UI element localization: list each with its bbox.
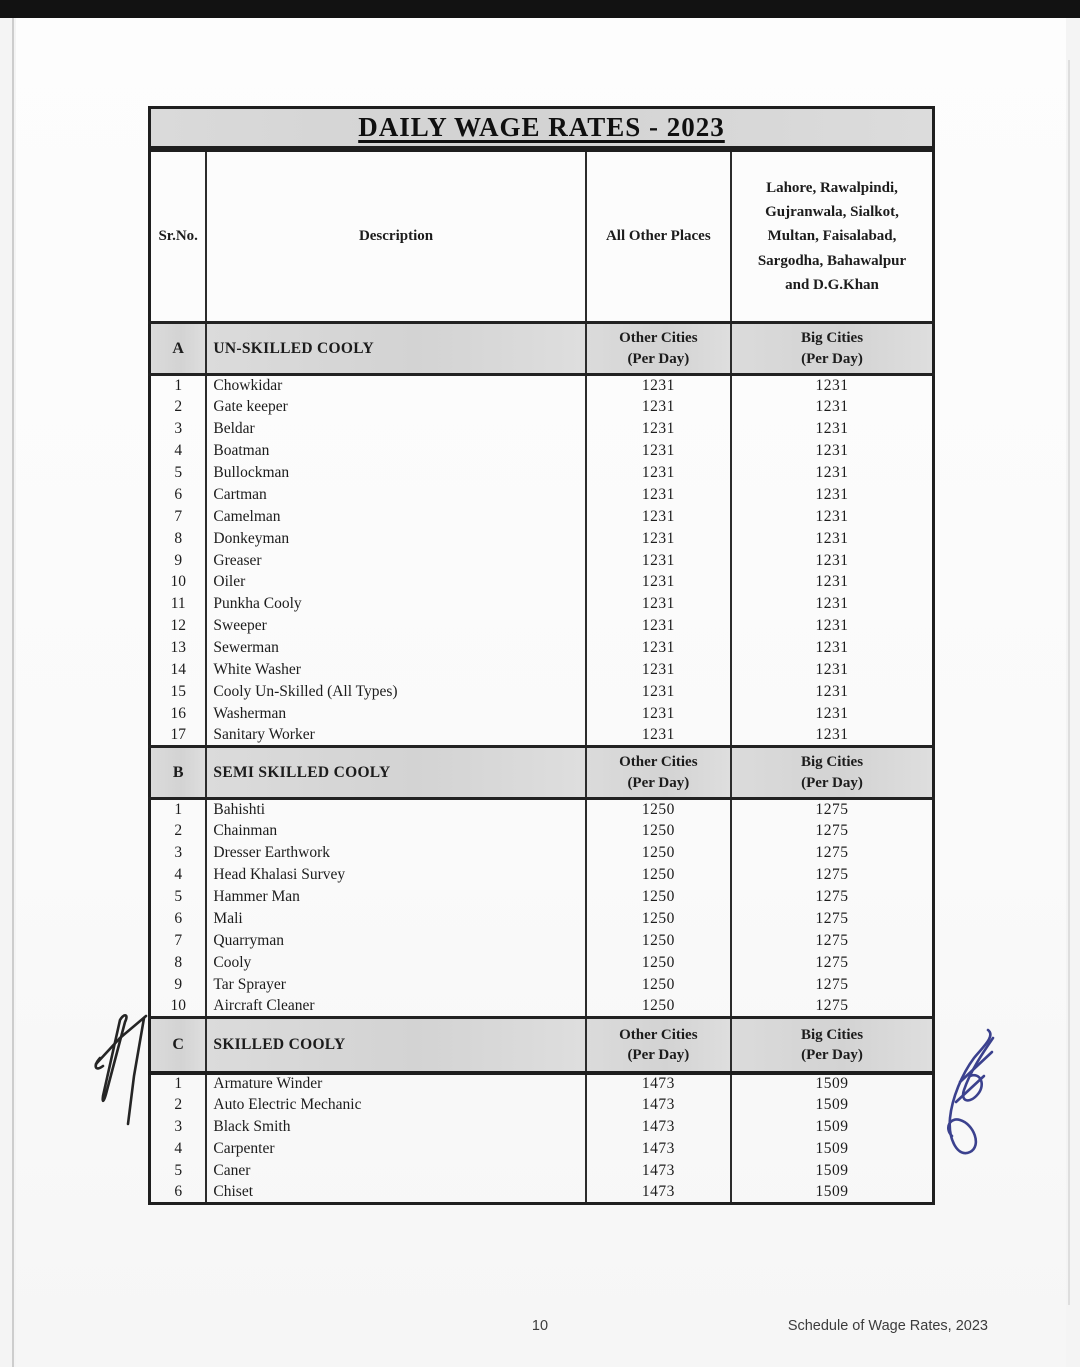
row-other: 1231	[586, 440, 731, 462]
table-row	[150, 996, 934, 1018]
document-title-bar	[148, 106, 935, 149]
section-b-rows	[150, 799, 934, 1018]
row-big: 1509	[731, 1138, 933, 1160]
table-row	[150, 506, 934, 528]
row-no: 3	[174, 1118, 183, 1136]
row-other: 1473	[586, 1094, 731, 1116]
row-big: 1231	[731, 703, 933, 725]
table-row	[150, 864, 934, 886]
row-description: Cooly Un-Skilled (All Types)	[206, 681, 585, 703]
row-other: 1231	[586, 462, 731, 484]
table-row	[150, 1073, 934, 1095]
row-other: 1250	[586, 821, 731, 843]
col-subheader-big	[731, 747, 933, 799]
row-description: Sewerman	[206, 637, 585, 659]
row-no: 10	[170, 996, 186, 1014]
table-row	[150, 703, 934, 725]
row-big: 1231	[731, 572, 933, 594]
row-description: Chainman	[206, 821, 585, 843]
row-no: 1	[174, 801, 183, 819]
table-row	[150, 550, 934, 572]
header-description: Description	[206, 151, 585, 323]
section-a-rows	[150, 375, 934, 747]
row-no: 3	[174, 844, 183, 862]
row-no: 1	[174, 377, 183, 395]
row-big: 1231	[731, 681, 933, 703]
row-other: 1231	[586, 506, 731, 528]
row-big: 1231	[731, 593, 933, 615]
subheader-line: Big Cities	[800, 754, 864, 771]
header-big-cities-region: Lahore, Rawalpindi, Gujranwala, Sialkot, Multan, Faisalabad, Sargodha, Bahawalpur and D.G.Khan	[731, 151, 933, 323]
pen-tally-mark-icon	[90, 1006, 166, 1138]
subheader-line: (Per Day)	[627, 1046, 690, 1063]
table-row	[150, 1160, 934, 1182]
row-big: 1231	[731, 528, 933, 550]
row-description: Dresser Earthwork	[206, 842, 585, 864]
table-row	[150, 1182, 934, 1204]
table-row	[150, 799, 934, 821]
row-big: 1509	[731, 1073, 933, 1095]
table-row	[150, 418, 934, 440]
row-description: Cooly	[206, 952, 585, 974]
row-no: 13	[170, 639, 186, 657]
row-description: Greaser	[206, 550, 585, 572]
header-sr-no: Sr.No.	[150, 151, 207, 323]
row-other: 1231	[586, 659, 731, 681]
row-no: 9	[174, 551, 183, 569]
col-subheader-other	[586, 1018, 731, 1073]
table-row	[150, 974, 934, 996]
section-header-row-b	[150, 747, 934, 799]
subheader-line: Other Cities	[619, 330, 698, 347]
footer-right-text: Schedule of Wage Rates, 2023	[787, 1318, 988, 1334]
scan-top-edge	[0, 0, 1080, 18]
wage-table	[148, 149, 935, 1205]
row-description: Washerman	[206, 703, 585, 725]
row-other: 1473	[586, 1073, 731, 1095]
row-big: 1509	[731, 1160, 933, 1182]
row-other: 1250	[586, 974, 731, 996]
row-other: 1231	[586, 615, 731, 637]
col-subheader-other	[586, 747, 731, 799]
row-no: 5	[174, 1162, 183, 1180]
row-other: 1231	[586, 484, 731, 506]
row-big: 1275	[731, 799, 933, 821]
row-no: 12	[170, 617, 186, 635]
row-description: Beldar	[206, 418, 585, 440]
subheader-line: (Per Day)	[627, 774, 690, 791]
row-description: Aircraft Cleaner	[206, 996, 585, 1018]
section-c-rows	[150, 1073, 934, 1204]
row-other: 1231	[586, 418, 731, 440]
row-big: 1231	[731, 418, 933, 440]
table-header-row	[150, 151, 934, 323]
header-all-other-places: All Other Places	[586, 151, 731, 323]
subheader-line: (Per Day)	[801, 1046, 863, 1063]
table-row	[150, 615, 934, 637]
row-no: 6	[174, 485, 183, 503]
row-description: Armature Winder	[206, 1073, 585, 1095]
table-row	[150, 593, 934, 615]
section-header-row-c	[150, 1018, 934, 1073]
row-other: 1231	[586, 572, 731, 594]
row-no: 2	[174, 822, 183, 840]
row-description: Chowkidar	[206, 375, 585, 397]
table-row	[150, 952, 934, 974]
row-no: 14	[170, 661, 186, 679]
row-no: 17	[170, 725, 186, 743]
col-subheader-big	[731, 1018, 933, 1073]
row-other: 1231	[586, 703, 731, 725]
section-title: UN-SKILLED COOLY	[206, 323, 585, 375]
col-subheader-big	[731, 323, 933, 375]
row-big: 1231	[731, 550, 933, 572]
section-header-row-a	[150, 323, 934, 375]
row-other: 1231	[586, 681, 731, 703]
row-big: 1275	[731, 908, 933, 930]
section-title: SKILLED COOLY	[206, 1018, 585, 1073]
row-no: 11	[170, 595, 186, 613]
row-big: 1275	[731, 886, 933, 908]
row-description: Sanitary Worker	[206, 725, 585, 747]
row-no: 7	[174, 507, 183, 525]
row-no: 8	[174, 529, 183, 547]
row-description: Carpenter	[206, 1138, 585, 1160]
row-no: 3	[174, 420, 183, 438]
row-big: 1231	[731, 484, 933, 506]
row-big: 1275	[731, 864, 933, 886]
table-row	[150, 375, 934, 397]
row-big: 1231	[731, 725, 933, 747]
row-other: 1231	[586, 375, 731, 397]
row-description: Chiset	[206, 1182, 585, 1204]
subheader-line: Other Cities	[619, 754, 698, 771]
row-no: 1	[174, 1075, 183, 1093]
row-other: 1473	[586, 1116, 731, 1138]
table-row	[150, 1094, 934, 1116]
row-big: 1231	[731, 659, 933, 681]
row-big: 1231	[731, 637, 933, 659]
row-no: 16	[170, 704, 186, 722]
scan-right-edge	[1068, 60, 1070, 1305]
row-big: 1275	[731, 996, 933, 1018]
row-big: 1275	[731, 821, 933, 843]
row-description: Bullockman	[206, 462, 585, 484]
row-big: 1275	[731, 952, 933, 974]
table-row	[150, 725, 934, 747]
row-no: 15	[170, 682, 186, 700]
row-other: 1231	[586, 550, 731, 572]
row-no: 6	[174, 910, 183, 928]
section-letter: C	[150, 1018, 207, 1073]
row-big: 1275	[731, 974, 933, 996]
subheader-line: (Per Day)	[627, 350, 690, 367]
row-other: 1250	[586, 908, 731, 930]
table-row	[150, 821, 934, 843]
row-no: 2	[174, 398, 183, 416]
row-description: Donkeyman	[206, 528, 585, 550]
table-row	[150, 528, 934, 550]
subheader-line: Big Cities	[800, 330, 864, 347]
row-description: Black Smith	[206, 1116, 585, 1138]
row-other: 1231	[586, 725, 731, 747]
row-big: 1231	[731, 396, 933, 418]
row-other: 1473	[586, 1160, 731, 1182]
row-description: Auto Electric Mechanic	[206, 1094, 585, 1116]
row-big: 1231	[731, 375, 933, 397]
row-other: 1250	[586, 886, 731, 908]
subheader-line: Other Cities	[619, 1026, 698, 1043]
row-description: Head Khalasi Survey	[206, 864, 585, 886]
row-other: 1231	[586, 528, 731, 550]
row-description: Hammer Man	[206, 886, 585, 908]
subheader-line: (Per Day)	[801, 774, 863, 791]
section-letter: A	[150, 323, 207, 375]
row-big: 1509	[731, 1116, 933, 1138]
section-letter: B	[150, 747, 207, 799]
row-description: Punkha Cooly	[206, 593, 585, 615]
subheader-line: (Per Day)	[801, 350, 863, 367]
row-big: 1275	[731, 930, 933, 952]
row-description: Quarryman	[206, 930, 585, 952]
row-no: 4	[174, 442, 183, 460]
row-other: 1250	[586, 952, 731, 974]
table-row	[150, 1116, 934, 1138]
row-no: 7	[174, 931, 183, 949]
row-big: 1509	[731, 1182, 933, 1204]
row-other: 1231	[586, 593, 731, 615]
row-no: 10	[170, 573, 186, 591]
row-no: 6	[174, 1183, 183, 1201]
row-no: 8	[174, 953, 183, 971]
scan-left-edge	[12, 18, 14, 1367]
row-no: 4	[174, 1140, 183, 1158]
row-other: 1231	[586, 396, 731, 418]
row-no: 5	[174, 888, 183, 906]
row-big: 1275	[731, 842, 933, 864]
table-row	[150, 930, 934, 952]
row-big: 1231	[731, 506, 933, 528]
row-big: 1231	[731, 615, 933, 637]
row-description: Mali	[206, 908, 585, 930]
row-no: 5	[174, 464, 183, 481]
table-row	[150, 842, 934, 864]
row-description: Boatman	[206, 440, 585, 462]
table-row	[150, 908, 934, 930]
row-no: 2	[174, 1096, 183, 1114]
row-description: Sweeper	[206, 615, 585, 637]
row-other: 1473	[586, 1182, 731, 1204]
blue-ink-signature-icon	[930, 1024, 1016, 1174]
row-other: 1250	[586, 996, 731, 1018]
row-description: White Washer	[206, 659, 585, 681]
row-description: Oiler	[206, 572, 585, 594]
row-description: Cartman	[206, 484, 585, 506]
row-no: 9	[174, 975, 183, 993]
col-subheader-other	[586, 323, 731, 375]
row-description: Gate keeper	[206, 396, 585, 418]
row-big: 1231	[731, 462, 933, 484]
table-row	[150, 572, 934, 594]
table-row	[150, 440, 934, 462]
row-other: 1250	[586, 864, 731, 886]
section-title: SEMI SKILLED COOLY	[206, 747, 585, 799]
row-description: Caner	[206, 1160, 585, 1182]
subheader-line: Big Cities	[800, 1026, 864, 1043]
row-other: 1231	[586, 637, 731, 659]
table-row	[150, 462, 934, 484]
table-row	[150, 659, 934, 681]
row-no: 4	[174, 866, 183, 884]
row-other: 1250	[586, 799, 731, 821]
table-row	[150, 681, 934, 703]
row-other: 1250	[586, 842, 731, 864]
table-row	[150, 396, 934, 418]
table-row	[150, 484, 934, 506]
row-description: Tar Sprayer	[206, 974, 585, 996]
row-other: 1250	[586, 930, 731, 952]
row-description: Camelman	[206, 506, 585, 528]
page-number: 10	[531, 1318, 549, 1334]
table-row	[150, 637, 934, 659]
page-footer	[0, 1318, 1080, 1340]
page-title: DAILY WAGE RATES - 2023	[358, 112, 725, 142]
row-big: 1509	[731, 1094, 933, 1116]
row-description: Bahishti	[206, 799, 585, 821]
table-row	[150, 1138, 934, 1160]
row-other: 1473	[586, 1138, 731, 1160]
row-big: 1231	[731, 440, 933, 462]
table-row	[150, 886, 934, 908]
